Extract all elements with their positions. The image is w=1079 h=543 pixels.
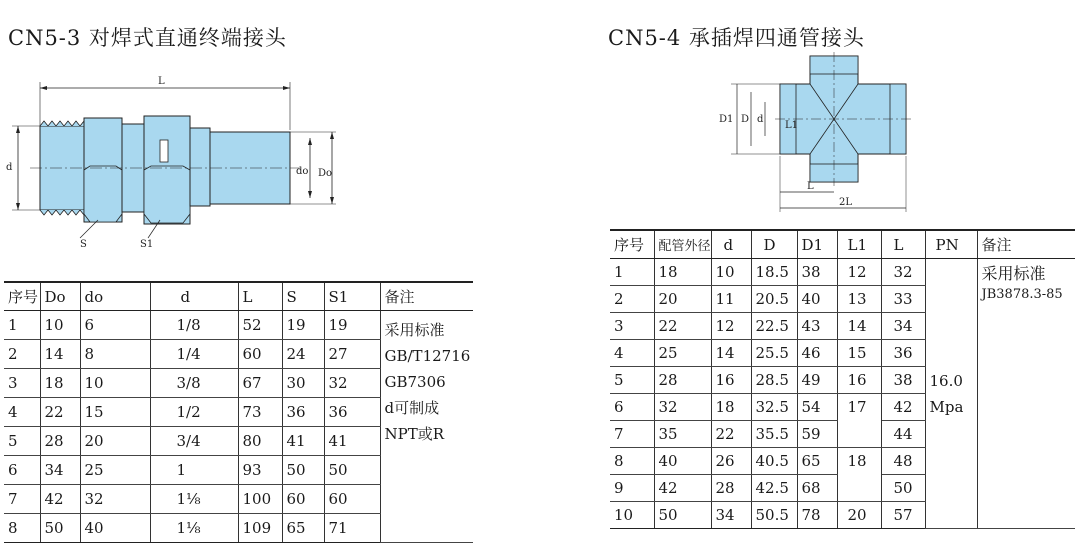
table-cell: 3/8 bbox=[150, 369, 238, 398]
table-cell: 8 bbox=[80, 340, 150, 369]
header-cell: PN bbox=[925, 230, 977, 259]
table-cell: 44 bbox=[881, 421, 925, 448]
table-cell: 42 bbox=[654, 475, 711, 502]
left-spec-table bbox=[4, 281, 473, 543]
note-line: GB7306 bbox=[384, 373, 446, 391]
table-cell: 25 bbox=[80, 456, 150, 485]
table-cell: 40 bbox=[654, 448, 711, 475]
right-section-title: CN5-4 承插焊四通管接头 bbox=[608, 26, 865, 50]
dim-label-D1: D1 bbox=[719, 114, 734, 125]
table-cell: 38 bbox=[797, 259, 837, 286]
table-cell: 10 bbox=[711, 259, 751, 286]
table-cell: 1 bbox=[150, 456, 238, 485]
table-cell: 46 bbox=[797, 340, 837, 367]
table-cell: 60 bbox=[238, 340, 282, 369]
dim-label-S: S bbox=[80, 239, 87, 250]
pn-cell bbox=[925, 259, 977, 529]
table-cell: 1/2 bbox=[150, 398, 238, 427]
dim-label-D: D bbox=[741, 114, 750, 125]
table-cell: 36 bbox=[881, 340, 925, 367]
table-cell: 35.5 bbox=[751, 421, 797, 448]
table-cell: 6 bbox=[80, 311, 150, 340]
table-cell: 50 bbox=[282, 456, 324, 485]
table-cell: 34 bbox=[881, 313, 925, 340]
table-cell: 1/8 bbox=[150, 311, 238, 340]
table-cell: 22 bbox=[711, 421, 751, 448]
table-cell: 38 bbox=[881, 367, 925, 394]
table-cell: 50 bbox=[40, 514, 80, 543]
table-cell: 67 bbox=[238, 369, 282, 398]
table-cell: 60 bbox=[324, 485, 380, 514]
table-cell: 1/4 bbox=[150, 340, 238, 369]
note-line: JB3878.3-85 bbox=[981, 287, 1063, 302]
header-cell: L bbox=[881, 230, 925, 259]
table-cell: 41 bbox=[282, 427, 324, 456]
dim-label-L-right: L bbox=[807, 181, 814, 192]
table-cell: 7 bbox=[610, 421, 654, 448]
table-cell: 22 bbox=[40, 398, 80, 427]
table-cell: 28.5 bbox=[751, 367, 797, 394]
table-cell: 109 bbox=[238, 514, 282, 543]
table-cell: 18.5 bbox=[751, 259, 797, 286]
table-cell: 59 bbox=[797, 421, 837, 448]
table-cell: 50.5 bbox=[751, 502, 797, 529]
table-cell: 8 bbox=[4, 514, 40, 543]
dim-label-L: L bbox=[158, 76, 165, 87]
dim-label-L1: L1 bbox=[785, 120, 799, 131]
header-cell: 序号 bbox=[610, 230, 654, 259]
table-cell: 54 bbox=[797, 394, 837, 421]
table-cell: 30 bbox=[282, 369, 324, 398]
header-cell: S1 bbox=[324, 282, 380, 311]
header-cell: L1 bbox=[837, 230, 881, 259]
header-cell: do bbox=[80, 282, 150, 311]
table-cell: 42 bbox=[881, 394, 925, 421]
table-cell: 32 bbox=[80, 485, 150, 514]
table-cell: 28 bbox=[654, 367, 711, 394]
note-line: NPT或R bbox=[384, 425, 445, 443]
header-cell: 配管外径 bbox=[654, 230, 711, 259]
table-cell: 6 bbox=[610, 394, 654, 421]
table-cell: 10 bbox=[610, 502, 654, 529]
note-line: GB/T12716 bbox=[384, 347, 471, 365]
table-cell: 52 bbox=[238, 311, 282, 340]
table-cell bbox=[837, 475, 881, 502]
table-cell: 28 bbox=[40, 427, 80, 456]
pn-line: 16.0 bbox=[929, 371, 963, 390]
table-cell: 5 bbox=[4, 427, 40, 456]
butt-weld-fitting-drawing bbox=[0, 70, 350, 250]
table-cell: 71 bbox=[324, 514, 380, 543]
table-cell: 20.5 bbox=[751, 286, 797, 313]
table-cell: 32.5 bbox=[751, 394, 797, 421]
left-section-title: CN5-3 对焊式直通终端接头 bbox=[8, 26, 287, 50]
table-cell: 34 bbox=[711, 502, 751, 529]
table-cell: 1⅛ bbox=[150, 485, 238, 514]
table-row bbox=[610, 259, 1075, 286]
table-header-row bbox=[4, 282, 473, 311]
table-cell: 32 bbox=[881, 259, 925, 286]
table-cell: 6 bbox=[4, 456, 40, 485]
table-cell: 80 bbox=[238, 427, 282, 456]
table-cell: 2 bbox=[4, 340, 40, 369]
table-cell: 42 bbox=[40, 485, 80, 514]
table-cell: 3 bbox=[610, 313, 654, 340]
header-cell: d bbox=[150, 282, 238, 311]
table-cell: 4 bbox=[610, 340, 654, 367]
table-cell: 3 bbox=[4, 369, 40, 398]
table-cell: 22 bbox=[654, 313, 711, 340]
table-cell: 49 bbox=[797, 367, 837, 394]
table-cell: 34 bbox=[40, 456, 80, 485]
table-cell: 16 bbox=[837, 367, 881, 394]
note-line: 采用标准 bbox=[384, 321, 445, 339]
table-cell: 40.5 bbox=[751, 448, 797, 475]
table-cell: 36 bbox=[282, 398, 324, 427]
table-cell: 78 bbox=[797, 502, 837, 529]
table-cell: 32 bbox=[324, 369, 380, 398]
table-cell: 60 bbox=[282, 485, 324, 514]
table-cell: 1⅛ bbox=[150, 514, 238, 543]
table-cell: 10 bbox=[80, 369, 150, 398]
dim-label-d-right: d bbox=[757, 114, 764, 125]
table-cell: 19 bbox=[324, 311, 380, 340]
table-cell: 4 bbox=[4, 398, 40, 427]
socket-weld-cross-drawing bbox=[715, 52, 915, 222]
table-cell: 11 bbox=[711, 286, 751, 313]
table-cell: 100 bbox=[238, 485, 282, 514]
table-cell: 5 bbox=[610, 367, 654, 394]
table-cell: 12 bbox=[837, 259, 881, 286]
table-cell: 18 bbox=[40, 369, 80, 398]
table-cell: 25 bbox=[654, 340, 711, 367]
dim-label-do: do bbox=[296, 166, 309, 177]
table-cell: 15 bbox=[837, 340, 881, 367]
table-cell bbox=[837, 421, 881, 448]
table-cell: 13 bbox=[837, 286, 881, 313]
table-cell: 22.5 bbox=[751, 313, 797, 340]
pn-line: Mpa bbox=[929, 397, 964, 416]
table-cell: 26 bbox=[711, 448, 751, 475]
table-cell: 65 bbox=[797, 448, 837, 475]
table-cell: 3/4 bbox=[150, 427, 238, 456]
table-cell: 9 bbox=[610, 475, 654, 502]
table-cell: 40 bbox=[80, 514, 150, 543]
note-line: 采用标准 bbox=[981, 264, 1046, 283]
note-line: d可制成 bbox=[384, 399, 440, 417]
table-cell: 20 bbox=[654, 286, 711, 313]
table-cell: 12 bbox=[711, 313, 751, 340]
table-cell: 7 bbox=[4, 485, 40, 514]
table-row bbox=[4, 311, 473, 340]
table-cell: 28 bbox=[711, 475, 751, 502]
table-cell: 41 bbox=[324, 427, 380, 456]
header-cell: S bbox=[282, 282, 324, 311]
header-cell: L bbox=[238, 282, 282, 311]
table-cell: 14 bbox=[40, 340, 80, 369]
dim-label-Do: Do bbox=[318, 168, 333, 179]
table-cell: 40 bbox=[797, 286, 837, 313]
dim-label-2L: 2L bbox=[839, 197, 853, 208]
table-cell: 18 bbox=[711, 394, 751, 421]
table-cell: 25.5 bbox=[751, 340, 797, 367]
table-cell: 2 bbox=[610, 286, 654, 313]
table-cell: 24 bbox=[282, 340, 324, 369]
right-note-cell bbox=[977, 259, 1075, 529]
table-cell: 65 bbox=[282, 514, 324, 543]
table-cell: 32 bbox=[654, 394, 711, 421]
header-cell: 备注 bbox=[977, 230, 1075, 259]
header-cell: 序号 bbox=[4, 282, 40, 311]
table-cell: 1 bbox=[4, 311, 40, 340]
table-cell: 18 bbox=[837, 448, 881, 475]
table-cell: 36 bbox=[324, 398, 380, 427]
table-cell: 50 bbox=[654, 502, 711, 529]
table-cell: 27 bbox=[324, 340, 380, 369]
table-cell: 73 bbox=[238, 398, 282, 427]
table-cell: 18 bbox=[654, 259, 711, 286]
table-cell: 17 bbox=[837, 394, 881, 421]
left-note-cell bbox=[380, 311, 473, 543]
right-spec-table bbox=[610, 229, 1075, 529]
header-cell: d bbox=[711, 230, 751, 259]
table-cell: 50 bbox=[324, 456, 380, 485]
dim-label-d: d bbox=[6, 162, 13, 173]
table-cell: 68 bbox=[797, 475, 837, 502]
header-cell: D1 bbox=[797, 230, 837, 259]
table-cell: 19 bbox=[282, 311, 324, 340]
table-cell: 48 bbox=[881, 448, 925, 475]
table-cell: 1 bbox=[610, 259, 654, 286]
table-cell: 50 bbox=[881, 475, 925, 502]
header-cell: D bbox=[751, 230, 797, 259]
dim-label-S1: S1 bbox=[140, 239, 154, 250]
table-cell: 43 bbox=[797, 313, 837, 340]
header-cell: 备注 bbox=[380, 282, 473, 311]
table-cell: 20 bbox=[837, 502, 881, 529]
table-cell: 8 bbox=[610, 448, 654, 475]
table-cell: 16 bbox=[711, 367, 751, 394]
table-cell: 33 bbox=[881, 286, 925, 313]
table-cell: 57 bbox=[881, 502, 925, 529]
table-cell: 14 bbox=[711, 340, 751, 367]
table-cell: 20 bbox=[80, 427, 150, 456]
header-cell: Do bbox=[40, 282, 80, 311]
table-cell: 14 bbox=[837, 313, 881, 340]
table-cell: 93 bbox=[238, 456, 282, 485]
table-cell: 10 bbox=[40, 311, 80, 340]
table-cell: 42.5 bbox=[751, 475, 797, 502]
table-cell: 15 bbox=[80, 398, 150, 427]
table-header-row bbox=[610, 230, 1075, 259]
table-cell: 35 bbox=[654, 421, 711, 448]
